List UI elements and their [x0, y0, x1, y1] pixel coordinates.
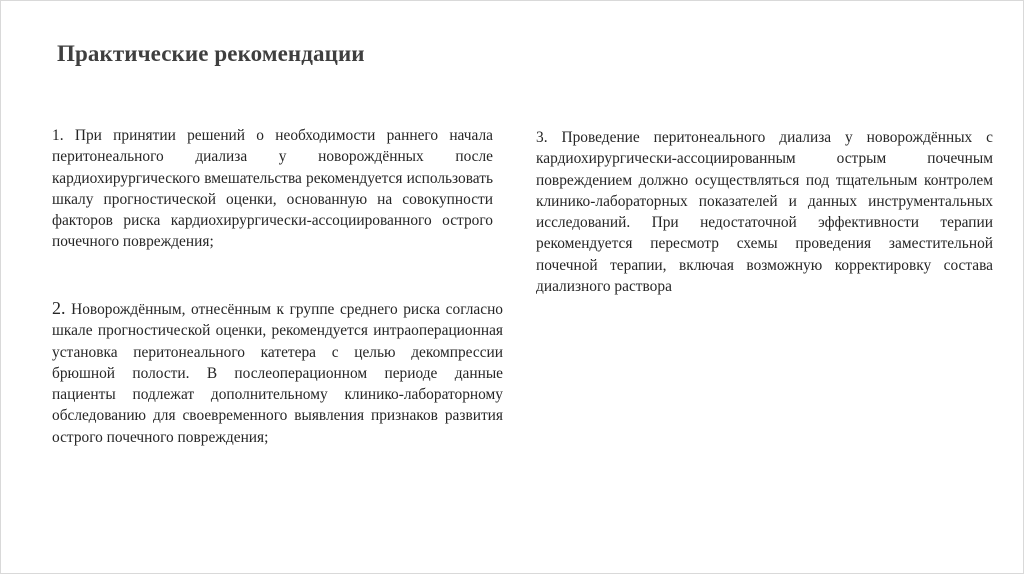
- recommendation-2-text: Новорождённым, отнесённым к группе среднего риска согласно шкале прогностической оценки, рекомендуется интраоперационная установка перитонеального катетера с целью декомпрессии брюшной полости. В послеоперационном периоде данные пациенты подлежат дополнительному клинико-лабораторному обследованию для своевременного выявления признаков развития острого почечного повреждения;: [52, 301, 503, 446]
- slide-title: Практические рекомендации: [57, 41, 365, 66]
- recommendation-3-number: 3.: [536, 129, 548, 146]
- recommendation-2-number: 2.: [52, 298, 66, 318]
- recommendation-1: [52, 125, 493, 253]
- recommendation-3-text: Проведение перитонеального диализа у новорождённых с кардиохирургически-ассоциированным острым почечным повреждением должно осуществляться под тщательным контролем клинико-лабораторных показателей и данных инструментальных исследований. При недостаточной эффективности терапии рекомендуется пересмотр схемы проведения заместительной почечной терапии, включая возможную корректировку состава диализного раствора: [536, 129, 993, 296]
- recommendation-1-number: 1.: [52, 127, 64, 144]
- recommendation-1-text: При принятии решений о необходимости раннего начала перитонеального диализа у новорождённых после кардиохирургического вмешательства рекомендуется использовать шкалу прогностической оценки, основанную на совокупности факторов риска кардиохирургически-ассоциированного острого почечного повреждения;: [52, 127, 493, 251]
- recommendation-2: [52, 298, 503, 448]
- recommendation-3: [536, 127, 993, 297]
